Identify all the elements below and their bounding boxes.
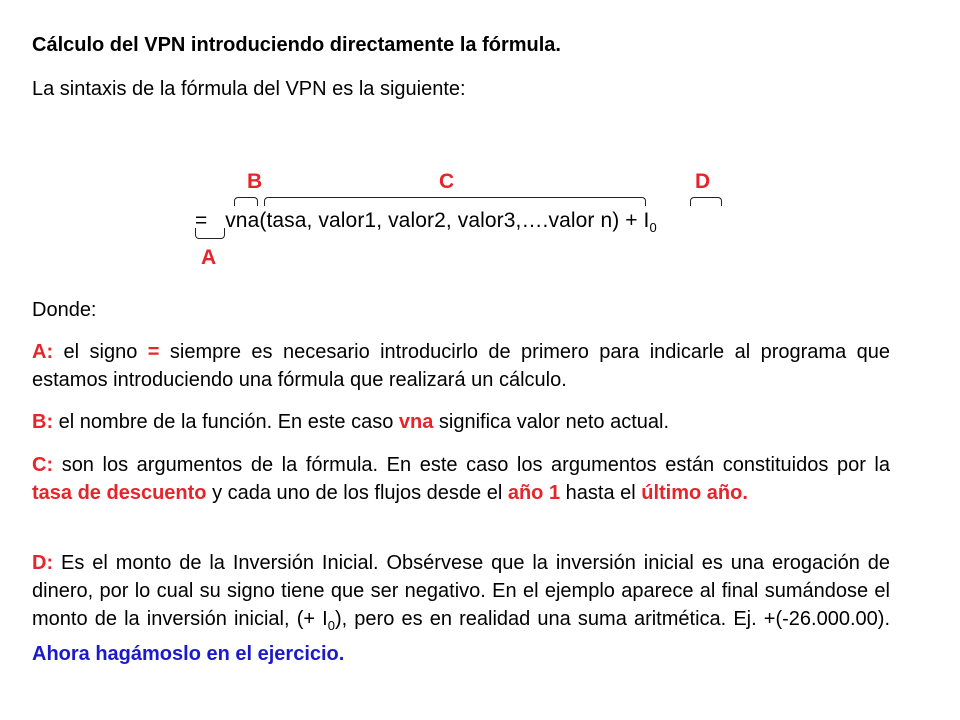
para-b-label: B:: [32, 411, 54, 433]
bracket-c: [264, 197, 646, 206]
bracket-d: [690, 197, 722, 206]
page-title: Cálculo del VPN introduciendo directamente la fórmula.: [32, 34, 561, 56]
paragraph-c: [32, 451, 890, 507]
para-b-vna: vna: [398, 411, 434, 433]
formula-sub: 0: [649, 220, 657, 236]
label-d: D: [695, 170, 711, 193]
para-c-tasa: tasa de descuento: [32, 482, 207, 504]
para-d-text2: ), pero es en realidad una suma aritmética. Ej. +(-26.000.00).: [334, 608, 890, 630]
para-d-cta: Ahora hagámoslo en el ejercicio.: [32, 643, 345, 665]
bracket-b: [234, 197, 258, 206]
para-d-text1: Es el monto de la Inversión Inicial. Obsérvese que la inversión inicial es una erogación de dinero, por lo cual su signo tiene que ser negativo. En el ejemplo aparece al final sumándose el monto de la inversión inicial, (+ I: [32, 552, 890, 630]
para-a-label: A:: [32, 341, 54, 363]
formula-body: vna(tasa, valor1, valor2, valor3,….valor n) + I: [225, 209, 650, 232]
paragraph-a: [32, 338, 890, 394]
para-c-ultimo: último año.: [641, 482, 748, 504]
formula-eq: =: [195, 209, 208, 232]
para-c-label: C:: [32, 454, 54, 476]
para-c-text2: y cada uno de los flujos desde el: [206, 482, 508, 504]
para-d-label: D:: [32, 552, 54, 574]
donde-label: Donde:: [32, 299, 97, 321]
para-a-text1: el signo: [53, 341, 148, 363]
paragraph-d: [32, 549, 890, 668]
label-a: A: [201, 246, 217, 269]
para-a-text2: siempre es necesario introducirlo de primero para indicarle al programa que estamos introduciendo una fórmula que realizará un cálculo.: [32, 341, 890, 391]
para-c-anio1: año 1: [507, 482, 561, 504]
para-d-sub: 0: [327, 618, 335, 633]
label-c: C: [439, 170, 455, 193]
formula: [195, 209, 657, 235]
label-b: B: [247, 170, 263, 193]
paragraph-b: [32, 408, 890, 436]
para-b-text2: significa valor neto actual.: [433, 411, 670, 433]
para-b-text1: el nombre de la función. En este caso: [53, 411, 399, 433]
para-c-text1: son los argumentos de la fórmula. En este caso los argumentos están constituidos por la: [53, 454, 890, 476]
para-c-text3: hasta el: [560, 482, 642, 504]
para-a-eq: =: [147, 341, 160, 363]
intro-text: La sintaxis de la fórmula del VPN es la siguiente:: [32, 78, 466, 100]
